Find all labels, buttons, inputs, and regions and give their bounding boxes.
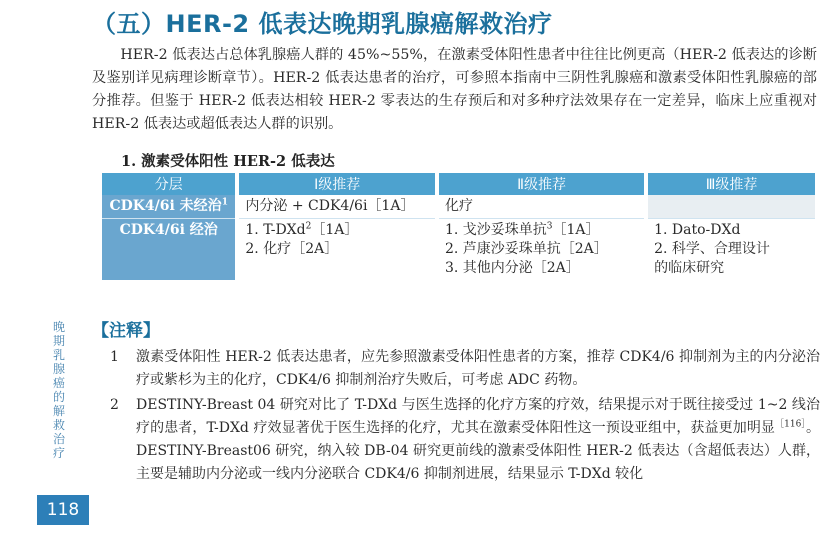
cell-line: 内分泌 + CDK4/6i［1A］ <box>245 198 415 214</box>
recommendation-table <box>98 173 819 280</box>
table-row <box>102 219 815 280</box>
cell-level1 <box>239 219 435 280</box>
row-label-text: CDK4/6i 未经治 <box>109 198 222 214</box>
footnote-mark: 2 <box>305 221 312 232</box>
evidence-level: ［1A］ <box>552 222 600 238</box>
cell-level1 <box>239 195 435 219</box>
cell-level3 <box>648 219 815 280</box>
cell-line: 1. Dato-DXd <box>654 222 741 238</box>
note-text <box>136 394 820 486</box>
cell-line: 化疗 <box>444 198 473 214</box>
row-label <box>102 195 235 219</box>
notes-heading: 【注释】 <box>92 321 160 341</box>
cell-line <box>245 221 429 240</box>
cell-level2 <box>439 195 644 219</box>
note-number: 2 <box>110 397 119 413</box>
page-number: 118 <box>37 495 89 525</box>
note-text-part: 。DESTINY-Breast06 研究，纳入较 DB-04 研究更前线的激素受体阳性 HER-2 低表达（含超低表达）人群，主要是辅助内分泌或一线内分泌联合 CDK4/6 抑制剂进展，结果显示 T-DXd 较化 <box>136 420 820 482</box>
cell-line: 2. 芦康沙妥珠单抗［2A］ <box>444 241 608 257</box>
header-level3: Ⅲ级推荐 <box>648 173 815 195</box>
note-text: 激素受体阳性 HER-2 低表达患者，应先参照激素受体阳性患者的方案，推荐 CDK4/6 抑制剂为主的内分泌治疗或紫杉为主的化疗，CDK4/6 抑制剂治疗失败后，可考虑 ADC 药物。 <box>136 349 820 388</box>
intro-paragraph: HER-2 低表达占总体乳腺癌人群的 45%~55%，在激素受体阳性患者中往往比例更高（HER-2 低表达的诊断及鉴别详见病理诊断章节）。HER-2 低表达患者的治疗，可参照本指南中三阴性乳腺癌和激素受体阳性乳腺癌的部分推荐。但鉴于 HER-2 低表达相较 HER-2 零表达的生存预后和对多种疗法效果存在一定差异，临床上应重视对 HER-2 低表达或超低表达人群的识别。 <box>92 47 817 132</box>
cell-text: 1. 戈沙妥珠单抗 <box>444 222 547 238</box>
header-level2: Ⅱ级推荐 <box>439 173 644 195</box>
cell-level2 <box>439 219 644 280</box>
header-level1: Ⅰ级推荐 <box>239 173 435 195</box>
footnote-mark: 1 <box>221 197 228 208</box>
note-number: 1 <box>110 349 119 365</box>
cell-line: 的临床研究 <box>654 260 725 276</box>
note-item <box>110 346 820 392</box>
footnote-mark: 3 <box>546 221 553 232</box>
cell-line: 2. 化疗［2A］ <box>245 241 339 257</box>
cell-line: 2. 科学、合理设计 <box>654 241 770 257</box>
note-item <box>110 394 820 486</box>
cell-line <box>445 221 638 240</box>
cell-text: 1. T-DXd <box>245 222 306 238</box>
page-title: （五）HER-2 低表达晚期乳腺癌解救治疗 <box>92 10 553 38</box>
cell-line: 3. 其他内分泌［2A］ <box>444 260 580 276</box>
reference-mark: ［116］ <box>775 419 806 430</box>
table-row <box>102 195 815 219</box>
evidence-level: ［1A］ <box>311 222 359 238</box>
section-heading: 1. 激素受体阳性 HER-2 低表达 <box>121 153 335 170</box>
header-stratum: 分层 <box>102 173 235 195</box>
row-label <box>102 219 235 280</box>
table-header-row <box>102 173 815 195</box>
cell-level3 <box>648 195 815 219</box>
row-label-text: CDK4/6i 经治 <box>119 222 218 238</box>
note-text-part: DESTINY-Breast 04 研究对比了 T-DXd 与医生选择的化疗方案的疗效，结果提示对于既往接受过 1~2 线治疗的患者，T-DXd 疗效显著优于医生选择的化疗，尤其在激素受体阳性这一预设亚组中，获益更加明显 <box>136 397 820 436</box>
side-label: 晚期乳腺癌的解救治疗 <box>52 320 65 460</box>
